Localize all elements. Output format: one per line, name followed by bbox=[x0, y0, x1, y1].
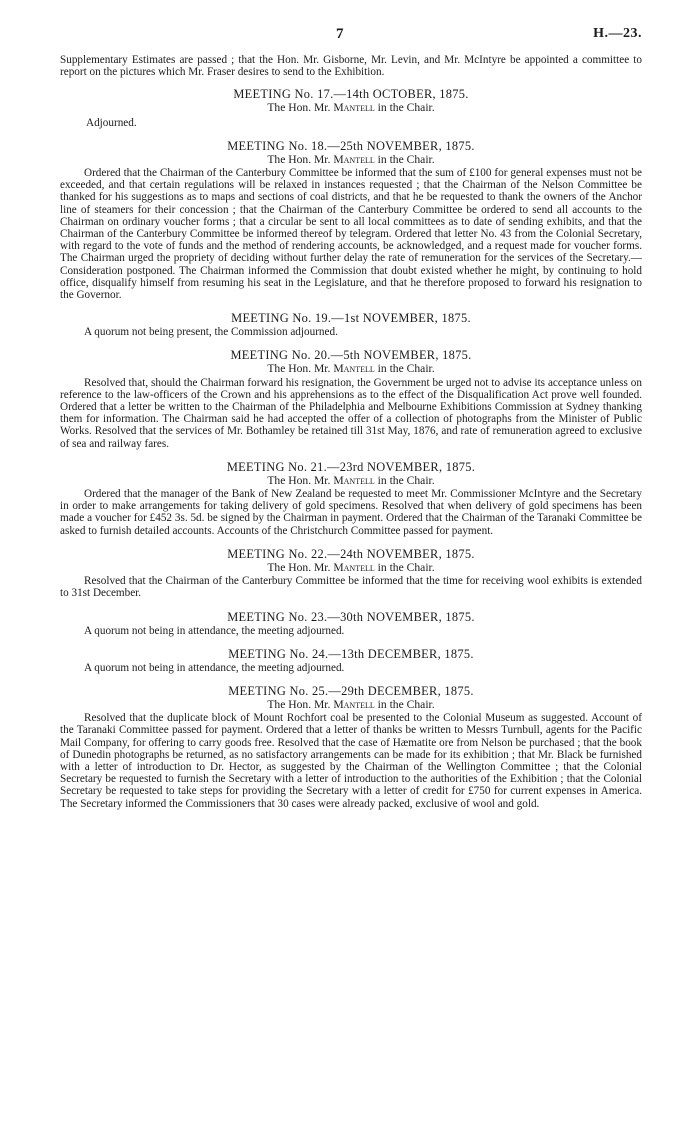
chair-suffix: in the Chair. bbox=[377, 362, 435, 376]
chair-suffix: in the Chair. bbox=[377, 101, 435, 115]
meeting-25 bbox=[60, 684, 642, 810]
meeting-title: MEETING No. 17.—14th OCTOBER, 1875. bbox=[233, 87, 469, 102]
meeting-18 bbox=[60, 139, 642, 301]
chair-line bbox=[60, 363, 642, 375]
meeting-minutes: A quorum not being present, the Commission adjourned. bbox=[84, 326, 338, 339]
adjourned-note: Adjourned. bbox=[86, 116, 137, 129]
chair-line bbox=[60, 562, 642, 574]
chair-name: Mantell bbox=[333, 697, 375, 711]
chair-prefix: The Hon. Mr. bbox=[267, 560, 331, 574]
chair-name: Mantell bbox=[333, 473, 375, 487]
meeting-title: MEETING No. 20.—5th NOVEMBER, 1875. bbox=[230, 348, 472, 363]
meeting-minutes: A quorum not being in attendance, the meeting adjourned. bbox=[84, 624, 345, 637]
chair-line bbox=[60, 699, 642, 711]
chair-prefix: The Hon. Mr. bbox=[267, 697, 331, 711]
chair-suffix: in the Chair. bbox=[377, 473, 435, 487]
chair-name: Mantell bbox=[333, 560, 375, 574]
page-header bbox=[60, 28, 642, 54]
meeting-19 bbox=[60, 311, 642, 338]
meeting-title: MEETING No. 18.—25th NOVEMBER, 1875. bbox=[227, 138, 475, 153]
meeting-minutes: Resolved that the duplicate block of Mount Rochfort coal be presented to the Colonial Museum as suggested. Account of the Taranaki Committee passed for payment. Ordered that a letter of thanks be written to Messrs Turnbull, agents for the Pacific Mail Company, for offering to carry goods free. Resolved that the case of Hæmatite ore from Nelson be purchased ; that the book of Dunedin photographs be returned, as no satisfactory arrangements can be made for its exhibition ; that Mr. Black be furnished with a letter of introduction to Dr. Hector, as suggested by the Chairman of the Wellington Committee ; that the Colonial Secretary be requested to furnish the Secretary with a letter of introduction to the authorities of the Exhibition ; that the Colonial Secretary be requested to take steps for providing the Secretary with a letter of credit for £750 for current expenses in America. The Secretary informed the Commissioners that 30 cases were already packed, exclusive of wool and gold. bbox=[60, 712, 642, 810]
meeting-17 bbox=[60, 87, 642, 128]
meeting-23 bbox=[60, 610, 642, 637]
document-reference: H.—23. bbox=[593, 26, 642, 41]
meeting-title: MEETING No. 19.—1st NOVEMBER, 1875. bbox=[231, 311, 471, 326]
chair-line bbox=[60, 154, 642, 166]
meeting-title: MEETING No. 22.—24th NOVEMBER, 1875. bbox=[227, 546, 475, 561]
intro-paragraph: Supplementary Estimates are passed ; that the Hon. Mr. Gisborne, Mr. Levin, and Mr. McIntyre be appointed a committee to report on the pictures which Mr. Fraser desires to send to the Exhibition. bbox=[60, 54, 642, 79]
meeting-title: MEETING No. 25.—29th DECEMBER, 1875. bbox=[228, 683, 474, 698]
chair-suffix: in the Chair. bbox=[377, 697, 435, 711]
meeting-21 bbox=[60, 460, 642, 537]
meeting-20 bbox=[60, 348, 642, 449]
meeting-title: MEETING No. 24.—13th DECEMBER, 1875. bbox=[228, 646, 474, 661]
meeting-minutes: A quorum not being in attendance, the meeting adjourned. bbox=[84, 661, 345, 674]
meeting-title: MEETING No. 21.—23rd NOVEMBER, 1875. bbox=[226, 459, 476, 474]
chair-suffix: in the Chair. bbox=[377, 560, 435, 574]
meeting-minutes: Ordered that the Chairman of the Canterbury Committee be informed that the sum of £100 for general expenses must not be exceeded, and that certain regulations will be relaxed in instances requested ; that the Chairman of the Nelson Committee be thanked for his suggestions as to maps and sections of coal districts, and that he be requested to thank the owners of the Anchor line of steamers for their concession ; that the Chairman of the Canterbury Committee be ordered to send all accounts to the Chairman on ordinary voucher forms ; that a circular be sent to all local committees as to date of sending exhibits, and that the Chairman of the Canterbury Committee be informed thereof by telegram. Ordered that letter No. 43 from the Colonial Secretary, with regard to the vote of funds and the method of rendering accounts, be acknowledged, and a request made for voucher forms. The Chairman urged the propriety of deciding without further delay the rate of remuneration for the services of the Secretary.—Consideration postponed. The Chairman informed the Commission that doubt existed whether he might, by continuing to hold office, disqualify himself from resuming his seat in the Legislature, and that he therefore proposed to forward his resignation to the Governor. bbox=[60, 167, 642, 302]
page-number: 7 bbox=[336, 26, 344, 42]
chair-name: Mantell bbox=[333, 152, 375, 166]
chair-prefix: The Hon. Mr. bbox=[267, 101, 331, 115]
chair-line bbox=[60, 102, 642, 114]
chair-name: Mantell bbox=[333, 362, 375, 376]
meeting-minutes: Resolved that, should the Chairman forward his resignation, the Government be urged not to advise its acceptance unless on reference to the law-officers of the Crown and his apprehensions as to the effect of the Disqualification Act prove well founded. Ordered that a letter be written to the Chairman of the Philadelphia and Melbourne Exhibitions Commission at Sydney thanking them for information. The Chairman said he had accepted the offer of a collection of photographs from the Minister of Public Works. Resolved that the services of Mr. Bothamley be retained till 31st May, 1876, and rate of remuneration agreed to exclusive of sea and railway fares. bbox=[60, 376, 642, 450]
meeting-title: MEETING No. 23.—30th NOVEMBER, 1875. bbox=[227, 609, 475, 624]
meeting-minutes: Ordered that the manager of the Bank of New Zealand be requested to meet Mr. Commissioner McIntyre and the Secretary in order to make arrangements for taking delivery of gold specimens. Resolved that when delivery of gold specimens has been made a voucher for £452 3s. 5d. be signed by the Chairman in payment. Ordered that the Chairman of the Taranaki Committee be asked to furnish detailed accounts. Accounts of the Christchurch Committee passed for payment. bbox=[60, 488, 642, 537]
chair-line bbox=[60, 475, 642, 487]
chair-suffix: in the Chair. bbox=[377, 152, 435, 166]
meeting-22 bbox=[60, 547, 642, 600]
meeting-minutes: Resolved that the Chairman of the Canterbury Committee be informed that the time for receiving wool exhibits is extended to 31st December. bbox=[60, 575, 642, 600]
chair-prefix: The Hon. Mr. bbox=[267, 152, 331, 166]
meeting-24 bbox=[60, 647, 642, 674]
document-page bbox=[60, 28, 642, 820]
chair-prefix: The Hon. Mr. bbox=[267, 362, 331, 376]
chair-name: Mantell bbox=[333, 101, 375, 115]
chair-prefix: The Hon. Mr. bbox=[267, 473, 331, 487]
